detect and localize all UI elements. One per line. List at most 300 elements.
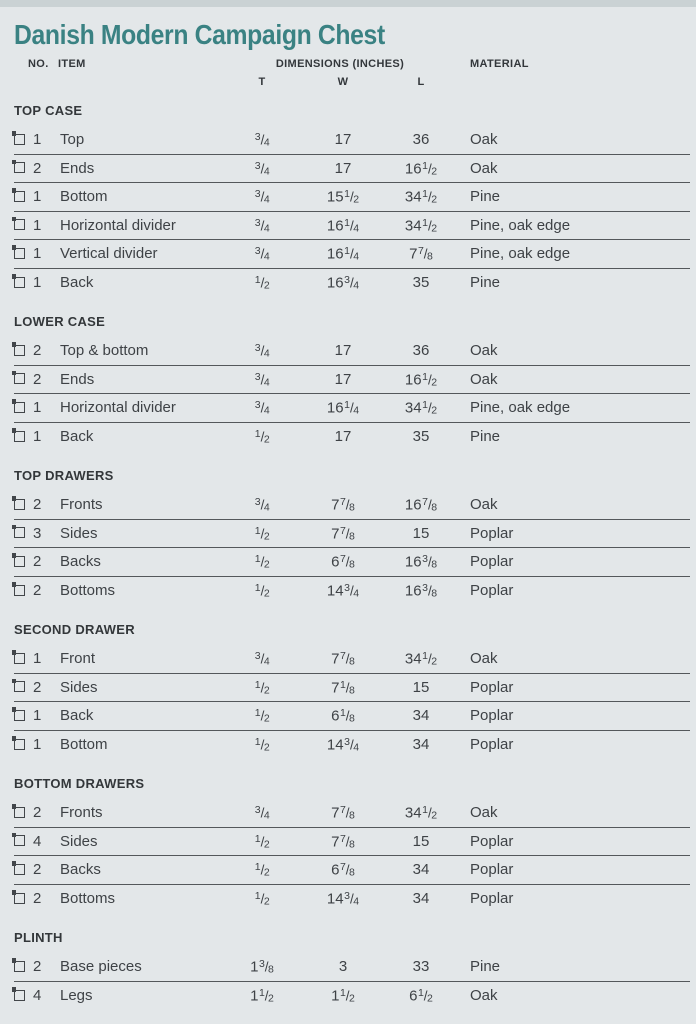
item-name: Bottoms xyxy=(60,582,116,600)
fraction-numerator: 3 xyxy=(422,553,428,565)
ballot-box-icon[interactable] xyxy=(14,134,25,145)
section-rows xyxy=(14,953,690,1010)
fraction-numerator: 3 xyxy=(254,342,261,354)
item-name: Fronts xyxy=(60,804,103,822)
dim-whole: 1 xyxy=(331,987,340,1005)
dim-whole: 14 xyxy=(326,582,344,600)
fraction-denominator: 2 xyxy=(431,655,438,668)
item-name: Ends xyxy=(60,159,95,177)
fraction-slash: / xyxy=(260,862,264,878)
fraction-slash: / xyxy=(427,805,432,821)
dim-whole: 15 xyxy=(412,524,430,542)
dim-thickness xyxy=(234,274,290,292)
fraction-denominator: 2 xyxy=(263,712,270,725)
section-rows xyxy=(14,126,690,297)
dim-width xyxy=(290,428,396,445)
dim-thickness xyxy=(234,650,290,668)
dim-length xyxy=(396,371,446,389)
quantity: 1 xyxy=(33,216,42,234)
quantity: 1 xyxy=(33,274,42,292)
fraction-denominator: 4 xyxy=(353,895,360,908)
section-title: TOP DRAWERS xyxy=(14,468,114,483)
dim-thickness xyxy=(234,217,290,235)
dim-thickness xyxy=(234,428,290,446)
fraction-denominator: 2 xyxy=(263,838,270,850)
dim-thickness xyxy=(234,958,290,976)
ballot-box-icon[interactable] xyxy=(14,585,25,596)
fraction-denominator: 8 xyxy=(431,501,438,514)
fraction-denominator: 8 xyxy=(427,250,433,263)
section-top-case xyxy=(14,103,690,297)
fraction-slash: / xyxy=(260,189,264,205)
dim-width xyxy=(290,553,396,571)
dim-whole: 16 xyxy=(326,399,344,417)
ballot-box-icon[interactable] xyxy=(14,653,25,664)
quantity: 2 xyxy=(33,678,42,696)
fraction-slash: / xyxy=(345,805,350,821)
table-row xyxy=(14,856,690,885)
dim-whole: 15 xyxy=(412,832,430,850)
section-plinth xyxy=(14,930,690,1010)
ballot-box-icon[interactable] xyxy=(14,499,25,510)
dim-thickness xyxy=(234,160,290,178)
quantity: 2 xyxy=(33,582,42,600)
table-row xyxy=(14,982,690,1011)
fraction-slash: / xyxy=(427,218,432,233)
checkbox-cell xyxy=(14,962,32,972)
fraction-denominator: 2 xyxy=(431,193,438,206)
dim-thickness xyxy=(234,890,290,908)
dim-whole: 33 xyxy=(412,958,430,976)
fraction-numerator: 7 xyxy=(422,496,428,508)
quantity: 3 xyxy=(33,524,42,542)
material: Oak xyxy=(470,496,498,514)
fraction-numerator: 7 xyxy=(339,650,346,662)
dim-whole: 34 xyxy=(412,736,430,754)
quantity: 2 xyxy=(33,890,42,908)
fraction-numerator: 3 xyxy=(254,399,261,411)
fraction-slash: / xyxy=(260,372,264,387)
fraction-numerator: 7 xyxy=(339,496,346,508)
dim-whole: 6 xyxy=(331,553,340,571)
fraction-numerator: 3 xyxy=(344,274,350,286)
checkbox-cell xyxy=(14,991,32,1001)
ballot-box-icon[interactable] xyxy=(14,219,25,230)
ballot-box-icon[interactable] xyxy=(14,835,25,846)
dim-width xyxy=(290,342,396,359)
dim-length xyxy=(396,707,446,724)
dim-thickness xyxy=(234,804,290,822)
material: Pine xyxy=(470,958,501,976)
fraction-slash: / xyxy=(349,218,354,233)
fraction-slash: / xyxy=(427,497,432,513)
ballot-box-icon[interactable] xyxy=(14,807,25,818)
fraction-numerator: 3 xyxy=(254,216,261,229)
section-bottom-drawers xyxy=(14,776,690,913)
column-header-width: W xyxy=(337,76,349,88)
quantity: 2 xyxy=(33,159,42,177)
table-row xyxy=(14,126,690,155)
fraction-slash: / xyxy=(264,959,269,975)
fraction-denominator: 2 xyxy=(263,895,270,908)
table-row xyxy=(14,366,690,395)
material: Poplar xyxy=(470,524,514,542)
fraction-numerator: 7 xyxy=(339,832,346,845)
dim-whole: 16 xyxy=(404,371,422,388)
fraction-slash: / xyxy=(349,189,354,205)
dim-width xyxy=(290,274,396,292)
section-title: SECOND DRAWER xyxy=(14,622,135,637)
dim-whole: 35 xyxy=(412,274,430,292)
dim-width xyxy=(290,160,396,177)
fraction-slash: / xyxy=(345,651,350,667)
fraction-denominator: 8 xyxy=(349,530,355,542)
fraction-denominator: 2 xyxy=(427,992,433,1005)
fraction-denominator: 2 xyxy=(263,433,270,446)
column-header-dimensions: DIMENSIONS (INCHES) xyxy=(275,58,405,70)
fraction-slash: / xyxy=(260,400,264,416)
dim-length xyxy=(396,650,446,668)
dim-thickness xyxy=(234,399,290,417)
fraction-numerator: 3 xyxy=(254,245,261,257)
fraction-numerator: 1 xyxy=(422,159,428,172)
fraction-numerator: 1 xyxy=(254,428,261,440)
fraction-numerator: 3 xyxy=(254,159,261,172)
dim-length xyxy=(396,274,446,291)
fraction-denominator: 4 xyxy=(263,501,270,514)
item-name: Backs xyxy=(60,553,101,571)
checkbox-cell xyxy=(14,135,32,145)
dim-length xyxy=(396,428,446,445)
column-header-length: L xyxy=(417,76,425,88)
item-name: Back xyxy=(60,428,94,446)
section-rows xyxy=(14,645,690,759)
dim-whole: 7 xyxy=(331,804,340,822)
fraction-slash: / xyxy=(345,497,350,513)
dim-whole: 7 xyxy=(409,245,418,263)
ballot-box-icon[interactable] xyxy=(14,990,25,1001)
dim-thickness xyxy=(234,987,290,1005)
fraction-slash: / xyxy=(349,737,354,753)
dim-whole: 16 xyxy=(326,217,344,234)
checkbox-cell xyxy=(14,586,32,596)
item-name: Horizontal divider xyxy=(60,399,176,417)
fraction-denominator: 4 xyxy=(263,376,270,388)
fraction-denominator: 4 xyxy=(263,347,270,360)
checkbox-cell xyxy=(14,192,32,202)
ballot-box-icon[interactable] xyxy=(14,739,25,750)
checkbox-cell xyxy=(14,374,32,384)
fraction-denominator: 4 xyxy=(263,193,270,206)
quantity: 2 xyxy=(33,496,42,514)
fraction-numerator: 3 xyxy=(422,582,428,594)
ballot-box-icon[interactable] xyxy=(14,373,25,384)
checkbox-cell xyxy=(14,432,32,442)
ballot-box-icon[interactable] xyxy=(14,402,25,413)
fraction-numerator: 1 xyxy=(344,399,350,411)
fraction-slash: / xyxy=(260,680,264,695)
dim-width xyxy=(290,582,396,600)
fraction-slash: / xyxy=(349,891,354,907)
page-title: Danish Modern Campaign Chest xyxy=(14,19,385,50)
ballot-box-icon[interactable] xyxy=(14,556,25,567)
checkbox-cell xyxy=(14,740,32,750)
fraction-denominator: 4 xyxy=(353,222,360,234)
dim-width xyxy=(290,188,396,206)
fraction-slash: / xyxy=(260,429,264,445)
dim-width xyxy=(290,650,396,668)
dim-length xyxy=(396,890,446,907)
fraction-denominator: 4 xyxy=(263,250,270,263)
dim-length xyxy=(396,217,446,235)
dim-width xyxy=(290,833,396,851)
fraction-numerator: 3 xyxy=(254,131,261,143)
table-row xyxy=(14,155,690,184)
fraction-denominator: 8 xyxy=(431,558,438,571)
material: Pine xyxy=(470,274,501,292)
fraction-denominator: 2 xyxy=(431,809,438,822)
dim-thickness xyxy=(234,582,290,600)
dim-thickness xyxy=(234,188,290,206)
fraction-denominator: 2 xyxy=(263,866,270,879)
fraction-denominator: 4 xyxy=(353,587,360,600)
fraction-numerator: 1 xyxy=(254,582,261,594)
dim-whole: 7 xyxy=(331,833,340,850)
fraction-denominator: 4 xyxy=(263,655,270,668)
dim-width xyxy=(290,987,396,1005)
fraction-slash: / xyxy=(427,651,432,667)
fraction-denominator: 2 xyxy=(431,376,438,388)
quantity: 1 xyxy=(33,650,42,668)
checkbox-cell xyxy=(14,163,32,173)
material: Poplar xyxy=(470,553,514,571)
fraction-denominator: 2 xyxy=(263,684,270,696)
material: Poplar xyxy=(470,832,514,850)
item-name: Backs xyxy=(60,861,101,879)
fraction-numerator: 1 xyxy=(422,650,428,662)
checkbox-cell xyxy=(14,346,32,356)
ballot-box-icon[interactable] xyxy=(14,248,25,259)
table-row xyxy=(14,731,690,760)
dim-whole: 6 xyxy=(331,861,340,879)
table-row xyxy=(14,520,690,549)
ballot-box-icon[interactable] xyxy=(14,431,25,442)
section-top-drawers xyxy=(14,468,690,605)
checkbox-cell xyxy=(14,682,32,692)
quantity: 2 xyxy=(33,342,42,360)
fraction-denominator: 2 xyxy=(431,404,438,417)
checkbox-cell xyxy=(14,500,32,510)
fraction-slash: / xyxy=(260,526,264,541)
dim-width xyxy=(290,861,396,879)
fraction-slash: / xyxy=(260,554,264,570)
dim-width xyxy=(290,496,396,514)
dim-length xyxy=(396,736,446,753)
item-name: Legs xyxy=(60,987,93,1005)
fraction-slash: / xyxy=(260,132,264,148)
fraction-slash: / xyxy=(349,246,354,262)
dim-length xyxy=(396,188,446,206)
table-row xyxy=(14,799,690,828)
dim-whole: 16 xyxy=(404,496,422,514)
ballot-box-icon[interactable] xyxy=(14,191,25,202)
dim-width xyxy=(290,399,396,417)
table-row xyxy=(14,269,690,298)
dim-thickness xyxy=(234,679,290,697)
fraction-slash: / xyxy=(260,583,264,599)
fraction-slash: / xyxy=(260,246,264,262)
quantity: 2 xyxy=(33,861,42,879)
fraction-slash: / xyxy=(349,400,354,416)
fraction-denominator: 2 xyxy=(268,992,274,1005)
table-header xyxy=(14,58,690,88)
dim-length xyxy=(396,496,446,514)
fraction-numerator: 1 xyxy=(254,553,261,565)
fraction-numerator: 3 xyxy=(254,188,261,200)
dim-whole: 34 xyxy=(404,399,422,417)
dim-whole: 17 xyxy=(334,131,352,149)
dim-length xyxy=(396,525,446,542)
quantity: 1 xyxy=(33,188,42,206)
ballot-box-icon[interactable] xyxy=(14,681,25,692)
quantity: 1 xyxy=(33,428,42,446)
fraction-denominator: 2 xyxy=(263,741,270,754)
dim-whole: 36 xyxy=(412,342,430,360)
section-title: PLINTH xyxy=(14,930,63,945)
dim-length xyxy=(396,553,446,571)
fraction-denominator: 8 xyxy=(349,712,355,725)
ballot-box-icon[interactable] xyxy=(14,710,25,721)
dim-whole: 16 xyxy=(404,553,422,571)
fraction-numerator: 3 xyxy=(344,890,350,902)
fraction-numerator: 1 xyxy=(417,987,424,999)
dim-whole: 34 xyxy=(404,650,422,668)
dim-thickness xyxy=(234,861,290,879)
checkbox-cell xyxy=(14,654,32,664)
material: Pine, oak edge xyxy=(470,399,571,417)
fraction-denominator: 4 xyxy=(263,136,270,149)
checkbox-cell xyxy=(14,278,32,288)
column-header-item: ITEM xyxy=(58,58,86,70)
checkbox-cell xyxy=(14,249,32,259)
dim-length xyxy=(396,679,446,696)
ballot-box-icon[interactable] xyxy=(14,345,25,356)
fraction-numerator: 1 xyxy=(422,804,428,816)
material: Oak xyxy=(470,650,498,668)
dim-whole: 16 xyxy=(404,160,422,177)
checkbox-cell xyxy=(14,557,32,567)
fraction-slash: / xyxy=(345,988,350,1004)
dim-width xyxy=(290,707,396,725)
material: Poplar xyxy=(470,678,514,696)
fraction-slash: / xyxy=(427,189,432,205)
fraction-slash: / xyxy=(260,275,264,291)
fraction-denominator: 8 xyxy=(268,963,274,976)
fraction-slash: / xyxy=(264,988,269,1004)
material: Poplar xyxy=(470,707,514,725)
ballot-box-icon[interactable] xyxy=(14,527,25,538)
dim-whole: 17 xyxy=(334,370,352,388)
checkbox-cell xyxy=(14,711,32,721)
ballot-box-icon[interactable] xyxy=(14,893,25,904)
material: Oak xyxy=(470,159,498,177)
fraction-denominator: 8 xyxy=(349,838,355,850)
ballot-box-icon[interactable] xyxy=(14,162,25,173)
fraction-denominator: 4 xyxy=(353,741,360,754)
material: Poplar xyxy=(470,582,514,600)
dim-whole: 16 xyxy=(326,274,344,292)
dim-length xyxy=(396,804,446,822)
ballot-box-icon[interactable] xyxy=(14,277,25,288)
table-row xyxy=(14,885,690,914)
fraction-numerator: 3 xyxy=(254,650,261,662)
checkbox-cell xyxy=(14,403,32,413)
quantity: 1 xyxy=(33,245,42,263)
dim-thickness xyxy=(234,131,290,149)
column-header-thickness: T xyxy=(258,76,266,88)
fraction-slash: / xyxy=(260,218,264,233)
dim-whole: 17 xyxy=(334,159,352,177)
dim-whole: 35 xyxy=(412,428,430,446)
ballot-box-icon[interactable] xyxy=(14,961,25,972)
item-name: Top & bottom xyxy=(60,342,149,360)
quantity: 2 xyxy=(33,553,42,571)
dim-thickness xyxy=(234,553,290,571)
fraction-denominator: 2 xyxy=(431,222,438,234)
dim-whole: 34 xyxy=(412,861,430,879)
section-rows xyxy=(14,799,690,913)
fraction-slash: / xyxy=(260,161,264,176)
fraction-slash: / xyxy=(260,834,264,849)
table-row xyxy=(14,548,690,577)
column-header-no: NO. xyxy=(28,58,49,70)
fraction-slash: / xyxy=(427,400,432,416)
dim-length xyxy=(396,833,446,850)
fraction-denominator: 8 xyxy=(349,684,355,696)
fraction-numerator: 1 xyxy=(254,678,261,691)
dim-length xyxy=(396,131,446,148)
dim-whole: 34 xyxy=(412,707,430,725)
item-name: Base pieces xyxy=(60,958,142,976)
dim-thickness xyxy=(234,833,290,851)
dim-whole: 1 xyxy=(250,987,259,1005)
ballot-box-icon[interactable] xyxy=(14,864,25,875)
fraction-slash: / xyxy=(345,680,350,695)
material: Poplar xyxy=(470,890,514,908)
fraction-denominator: 8 xyxy=(349,866,355,879)
item-name: Sides xyxy=(60,678,98,696)
quantity: 4 xyxy=(33,987,42,1005)
fraction-numerator: 1 xyxy=(254,890,261,902)
checkbox-cell xyxy=(14,865,32,875)
fraction-slash: / xyxy=(423,988,428,1004)
dim-whole: 14 xyxy=(326,736,344,754)
table-row xyxy=(14,240,690,269)
dim-thickness xyxy=(234,245,290,263)
fraction-numerator: 7 xyxy=(339,524,346,537)
dim-width xyxy=(290,131,396,148)
fraction-denominator: 4 xyxy=(353,404,360,417)
item-name: Sides xyxy=(60,832,98,850)
material: Pine, oak edge xyxy=(470,245,571,263)
fraction-denominator: 2 xyxy=(353,193,360,206)
fraction-slash: / xyxy=(423,246,428,262)
fraction-numerator: 1 xyxy=(339,987,346,999)
material: Pine, oak edge xyxy=(470,216,571,234)
fraction-denominator: 2 xyxy=(263,279,270,292)
dim-whole: 7 xyxy=(331,496,340,514)
section-lower-case xyxy=(14,314,690,451)
